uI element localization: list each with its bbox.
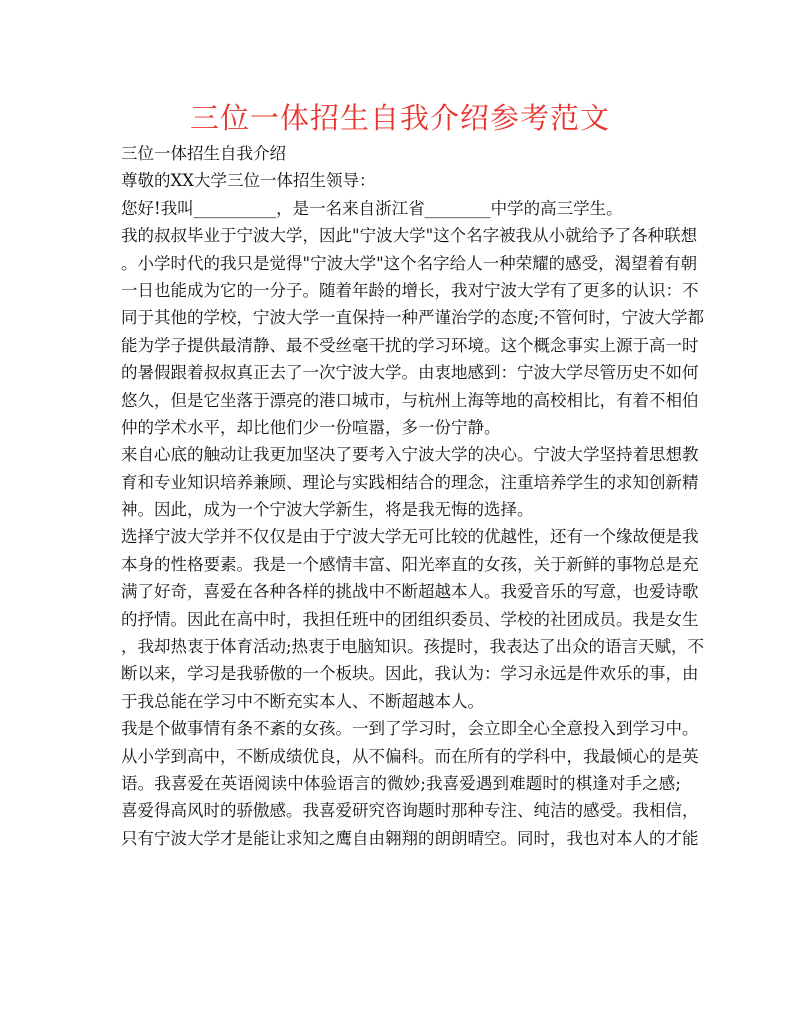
paragraph-line: 本身的性格要素。我是一个感情丰富、阳光率直的女孩，关于新鲜的事物总是充 [121, 554, 699, 574]
paragraph-line: 满了好奇，喜爱在各种各样的挑战中不断超越本人。我爱音乐的写意，也爱诗歌 [121, 582, 699, 602]
paragraph-line: 断以来，学习是我骄傲的一个板块。因此，我认为：学习永远是件欢乐的事，由 [121, 664, 699, 684]
paragraph-line: 我是个做事情有条不紊的女孩。一到了学习时，会立即全心全意投入到学习中。 [121, 719, 699, 739]
paragraph-line: 。小学时代的我只是觉得"宁波大学"这个名字给人一种荣耀的感受，渴望着有朝 [121, 253, 698, 273]
paragraph-line: 能为学子提供最清静、最不受丝毫干扰的学习环境。这个概念事实上源于高一时 [121, 335, 699, 355]
salutation-line: 尊敬的XX大学三位一体招生领导： [121, 171, 376, 191]
paragraph-line: 悠久，但是它坐落于漂亮的港口城市，与杭州上海等地的高校相比，有着不相伯 [121, 390, 699, 410]
greeting-line: 您好!我叫__________，是一名来自浙江省________中学的高三学生。 [121, 198, 623, 218]
paragraph-line: 的抒情。因此在高中时，我担任班中的团组织委员、学校的社团成员。我是女生 [121, 609, 699, 629]
paragraph-line: 我的叔叔毕业于宁波大学，因此"宁波大学"这个名字被我从小就给予了各种联想 [121, 226, 698, 246]
paragraph-line: 喜爱得高风时的骄傲感。我喜爱研究咨询题时那种专注、纯洁的感受。我相信， [121, 801, 699, 821]
paragraph-line: ，我却热衷于体育活动;热衷于电脑知识。孩提时，我表达了出众的语言天赋，不 [121, 637, 705, 657]
paragraph-line: 一日也能成为它的一分子。随着年龄的增长，我对宁波大学有了更多的认识：不 [121, 280, 699, 300]
paragraph-line: 的暑假跟着叔叔真正去了一次宁波大学。由衷地感到：宁波大学尽管历史不如何 [121, 363, 699, 383]
paragraph-line: 语。我喜爱在英语阅读中体验语言的微妙;我喜爱遇到难题时的棋逢对手之感; [121, 773, 681, 793]
paragraph-line: 育和专业知识培养兼顾、理论与实践相结合的理念，注重培养学生的求知创新精 [121, 472, 699, 492]
paragraph-line: 同于其他的学校，宁波大学一直保持一种严谨治学的态度;不管何时，宁波大学都 [121, 308, 705, 328]
paragraph-line: 选择宁波大学并不仅仅是由于宁波大学无可比较的优越性，还有一个缘故便是我 [121, 527, 699, 547]
document-body [121, 140, 705, 852]
paragraph-line: 神。因此，成为一个宁波大学新生，将是我无悔的选择。 [121, 500, 534, 520]
paragraph-line: 于我总能在学习中不断充实本人、不断超越本人。 [121, 691, 484, 711]
paragraph-line: 只有宁波大学才是能让求知之鹰自由翱翔的朗朗晴空。同时，我也对本人的才能 [121, 828, 699, 848]
paragraph-line: 来自心底的触动让我更加坚决了要考入宁波大学的决心。宁波大学坚持着思想教 [121, 445, 699, 465]
paragraph-line: 仲的学术水平，却比他们少一份喧嚣，多一份宁静。 [121, 417, 501, 437]
subtitle-line: 三位一体招生自我介绍 [121, 144, 286, 163]
paragraph-line: 从小学到高中，不断成绩优良，从不偏科。而在所有的学科中，我最倾心的是英 [121, 746, 699, 766]
document-title: 三位一体招生自我介绍参考范文 [189, 101, 610, 135]
